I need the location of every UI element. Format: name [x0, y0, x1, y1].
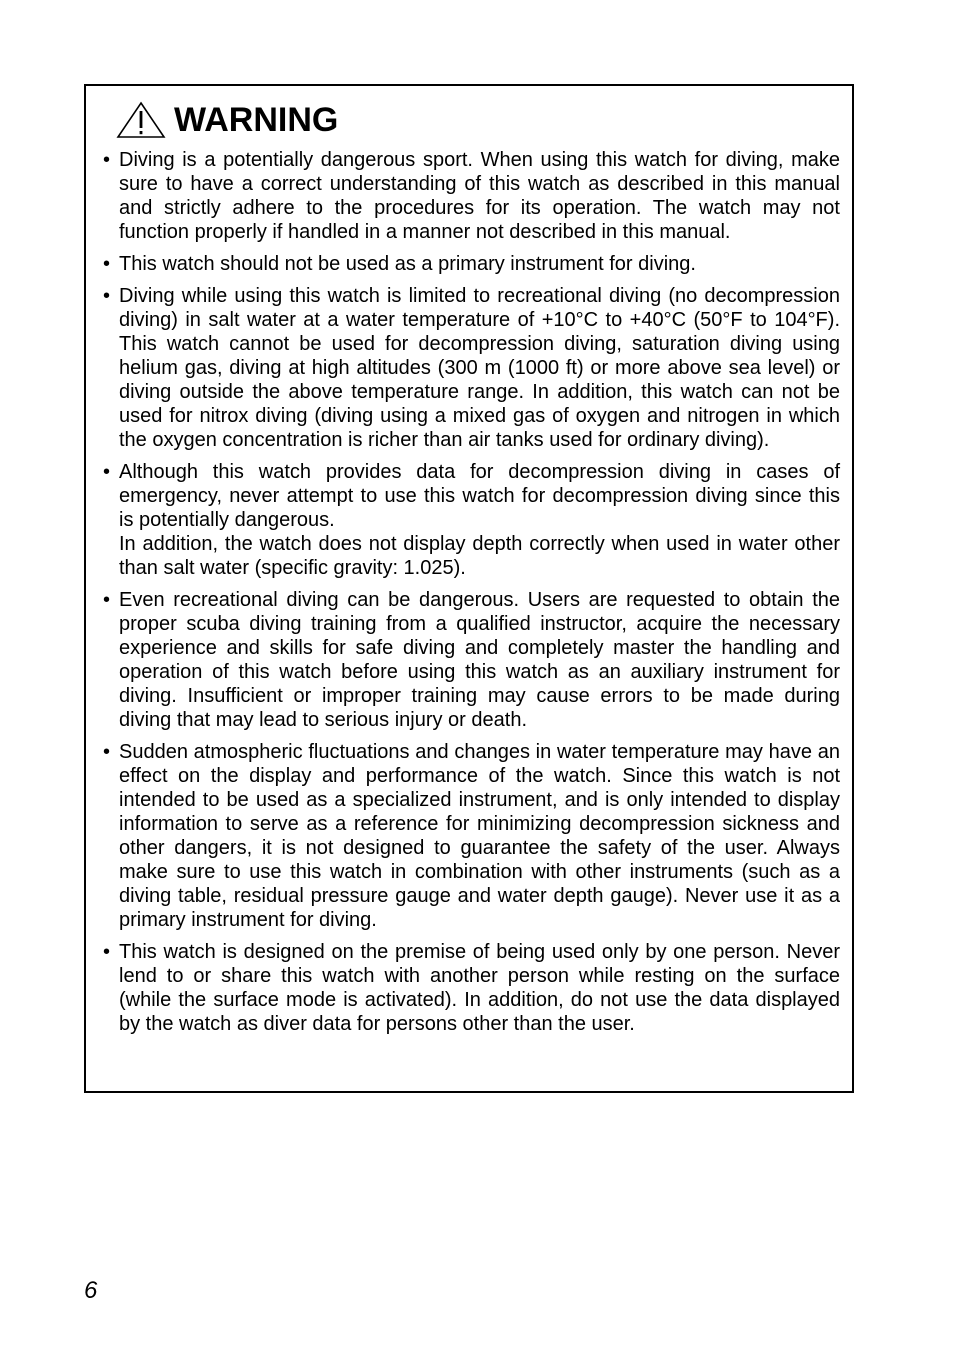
bullet-mark: •: [103, 941, 111, 963]
warning-item: [103, 940, 840, 1036]
bullet-mark: •: [103, 285, 111, 307]
bullet-mark: •: [103, 253, 111, 275]
warning-triangle-icon: [116, 101, 166, 139]
bullet-mark: •: [103, 461, 111, 483]
warning-item: [103, 148, 840, 244]
bullet-mark: •: [103, 589, 111, 611]
warning-paragraph: This watch is designed on the premise of being used only by one person. Never lend to or share this watch with another person while resting on the surface (while the surface mode is activated). In addition, do not use the data displayed by the watch as diver data for persons other than the user.: [119, 941, 840, 1035]
warning-item: [103, 740, 840, 932]
warning-paragraph: Sudden atmospheric fluctuations and changes in water temperature may have an effect on the display and performance of the watch. Since this watch is not intended to be used as a specialized instrument, and is only intended to display information to serve as a reference for minimizing decompression sickness and other dangers, it is not designed to guarantee the safety of the user. Always make sure to use this watch in combination with other instruments (such as a diving table, residual pressure gauge and water depth gauge). Never use it as a primary instrument for diving.: [119, 741, 840, 931]
warning-list: [103, 148, 840, 1044]
page-number: 6: [84, 1277, 98, 1304]
warning-title: WARNING: [174, 101, 339, 139]
warning-item: [103, 460, 840, 580]
warning-item: [103, 252, 840, 276]
warning-box: [84, 84, 854, 1093]
warning-header: [116, 100, 338, 140]
warning-item: [103, 284, 840, 452]
warning-paragraph: Diving is a potentially dangerous sport. When using this watch for diving, make sure to have a correct understanding of this watch as described in this manual and strictly adhere to the procedures for its operation. The watch may not function properly if handled in a manner not described in this manual.: [119, 149, 840, 243]
warning-item: [103, 588, 840, 732]
warning-paragraph: Diving while using this watch is limited to recreational diving (no decompression diving) in salt water at a water temperature of +10°C to +40°C (50°F to 104°F). This watch cannot be used for decompression diving, saturation diving using helium gas, diving at high altitudes (300 m (1000 ft) or more above sea level) or diving outside the above temperature range. In addition, this watch can not be used for nitrox diving (diving using a mixed gas of oxygen and nitrogen in which the oxygen concentration is richer than air tanks used for ordinary diving).: [119, 285, 840, 451]
warning-paragraph: Although this watch provides data for decompression diving in cases of emergency, never attempt to use this watch for decompression diving since this is potentially dangerous.: [119, 461, 840, 531]
bullet-mark: •: [103, 149, 111, 171]
bullet-mark: •: [103, 741, 111, 763]
warning-paragraph: Even recreational diving can be dangerous. Users are requested to obtain the proper scuba diving training from a qualified instructor, acquire the necessary experience and skills for safe diving and completely master the handling and operation of this watch before using this watch as an auxiliary instrument for diving. Insufficient or improper training may cause errors to be made during diving that may lead to serious injury or death.: [119, 589, 840, 731]
warning-paragraph: In addition, the watch does not display depth correctly when used in water other than salt water (specific gravity: 1.025).: [119, 533, 840, 579]
warning-paragraph: This watch should not be used as a primary instrument for diving.: [119, 253, 696, 275]
